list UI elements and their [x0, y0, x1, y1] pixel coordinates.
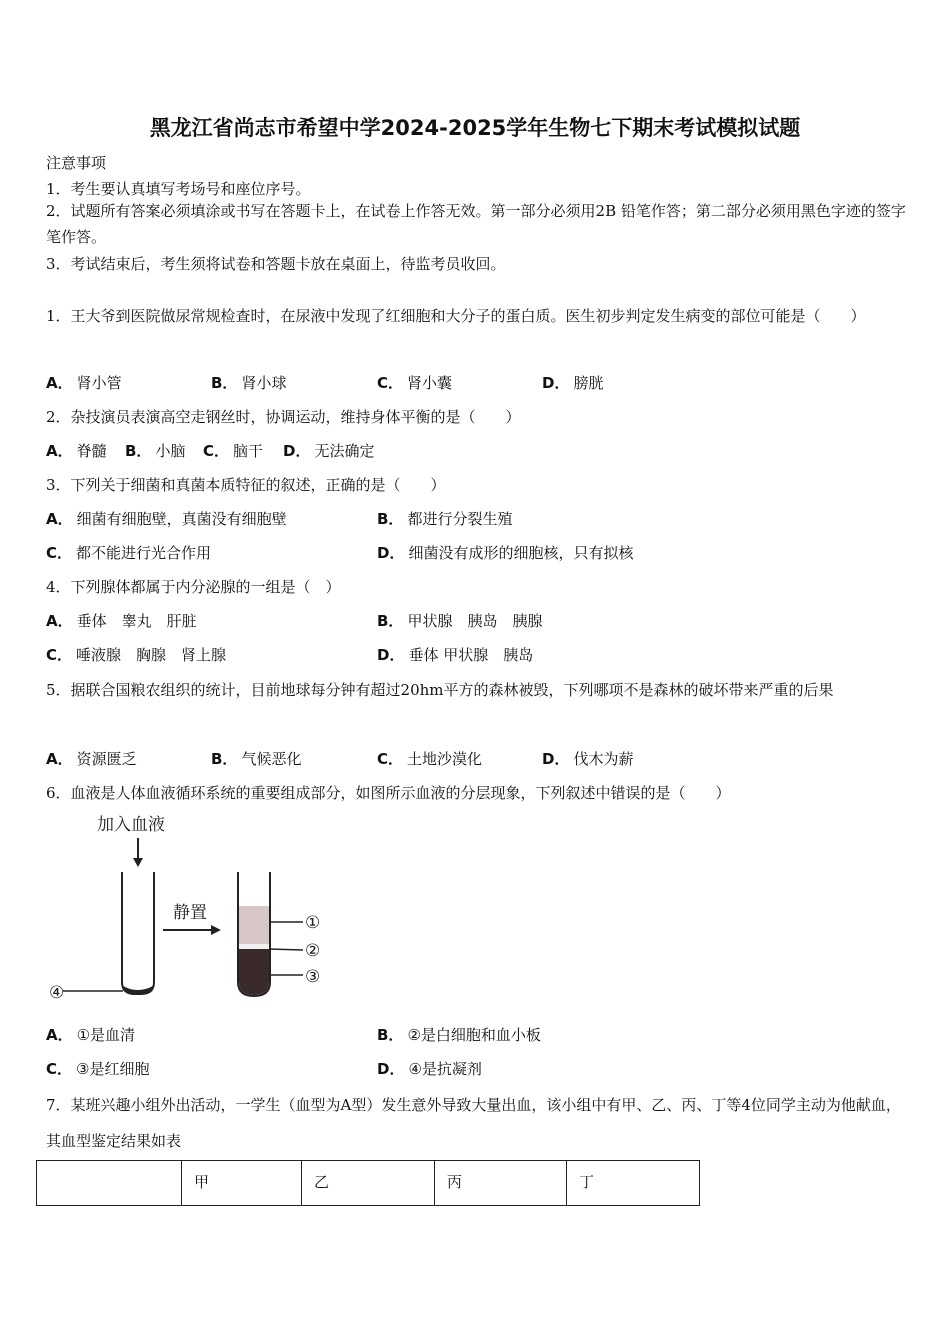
option-text: 脊髓 [76, 442, 107, 460]
test-tube-left [122, 872, 154, 994]
option-key: C． [46, 544, 73, 562]
option-b[interactable] [377, 610, 542, 631]
option-d[interactable] [377, 1058, 482, 1079]
option-key: A． [46, 750, 73, 768]
option-key: C． [46, 646, 73, 664]
option-d[interactable] [542, 372, 603, 393]
option-c[interactable] [46, 644, 226, 665]
option-a[interactable] [46, 748, 137, 769]
option-text: 细菌有细胞壁，真菌没有细胞壁 [76, 510, 287, 528]
option-text: 唾液腺 胸腺 肾上腺 [76, 646, 227, 664]
option-b[interactable] [211, 372, 286, 393]
option-key: B． [211, 374, 238, 392]
question-stem: 5．据联合国粮农组织的统计，目前地球每分钟有超过20hm平方的森林被毁，下列哪项不是森林的破坏带来严重的后果 [46, 681, 834, 699]
notice-item: 3．考试结束后，考生须将试卷和答题卡放在桌面上，待监考员收回。 [46, 255, 506, 273]
option-key: D． [377, 1060, 405, 1078]
question-stem: 1．王大爷到医院做尿常规检查时，在尿液中发现了红细胞和大分子的蛋白质。医生初步判定发生病变的部位可能是（ ） [46, 307, 866, 325]
option-key: D． [377, 544, 405, 562]
question-stem: 2．杂技演员表演高空走钢丝时，协调运动，维持身体平衡的是（ ） [46, 408, 521, 426]
option-text: 无法确定 [314, 442, 375, 460]
marker-2: ② [305, 941, 321, 961]
blood-type-table [36, 1160, 700, 1206]
table-cell: 丙 [435, 1161, 567, 1206]
option-text: 伐木为薪 [573, 750, 634, 768]
plasma-layer [239, 906, 269, 944]
option-b[interactable] [377, 508, 512, 529]
option-key: D． [542, 374, 570, 392]
option-text: 膀胱 [573, 374, 604, 392]
marker-1: ① [305, 913, 321, 933]
pointer-2 [269, 949, 303, 950]
option-key: A． [46, 374, 73, 392]
option-key: B． [125, 442, 152, 460]
option-c[interactable] [46, 542, 211, 563]
option-key: C． [203, 442, 230, 460]
option-key: D． [283, 442, 311, 460]
notice-item: 2．试题所有答案必须填涂或书写在答题卡上，在试卷上作答无效。第一部分必须用2B 铅笔作答；第二部分必须用黑色字迹的签字笔作答。 [46, 202, 906, 246]
option-text: ②是白细胞和血小板 [407, 1026, 541, 1044]
option-key: B． [377, 1026, 404, 1044]
blood-layering-figure [49, 810, 345, 1010]
option-key: A． [46, 442, 73, 460]
arrow-right-head [211, 925, 221, 935]
table-row [37, 1161, 700, 1206]
option-text: 垂体 甲状腺 胰岛 [408, 646, 534, 664]
option-text: 都进行分裂生殖 [407, 510, 513, 528]
option-key: B． [377, 612, 404, 630]
option-key: A． [46, 612, 73, 630]
option-key: A． [46, 510, 73, 528]
table-cell [37, 1161, 182, 1206]
table-cell: 丁 [567, 1161, 700, 1206]
option-a[interactable] [46, 1024, 135, 1045]
option-a[interactable] [46, 508, 287, 529]
option-a[interactable] [46, 440, 107, 461]
option-c[interactable] [377, 372, 452, 393]
option-d[interactable] [377, 644, 533, 665]
question-stem: 7．某班兴趣小组外出活动，一学生（血型为A型）发生意外导致大量出血，该小组中有甲、乙、丙、丁等4位同学主动为他献血，其血型鉴定结果如表 [46, 1096, 901, 1150]
option-text: 资源匮乏 [76, 750, 137, 768]
option-c[interactable] [377, 748, 482, 769]
option-d[interactable] [542, 748, 633, 769]
option-text: 土地沙漠化 [407, 750, 483, 768]
option-text: 小脑 [155, 442, 186, 460]
option-d[interactable] [283, 440, 374, 461]
label-rest: 静置 [173, 903, 207, 923]
option-key: C． [377, 374, 404, 392]
marker-3: ③ [305, 967, 321, 987]
option-key: D． [377, 646, 405, 664]
option-text: 垂体 睾丸 肝脏 [76, 612, 197, 630]
option-text: 气候恶化 [241, 750, 302, 768]
notice-item: 1．考生要认真填写考场号和座位序号。 [46, 180, 311, 198]
option-d[interactable] [377, 542, 633, 563]
option-key: B． [211, 750, 238, 768]
option-b[interactable] [377, 1024, 541, 1045]
option-text: 细菌没有成形的细胞核，只有拟核 [408, 544, 634, 562]
option-text: 脑干 [233, 442, 264, 460]
option-key: B． [377, 510, 404, 528]
red-cell-layer [239, 949, 269, 995]
option-text: ④是抗凝剂 [408, 1060, 482, 1078]
option-key: A． [46, 1026, 73, 1044]
table-cell: 甲 [182, 1161, 302, 1206]
option-text: 都不能进行光合作用 [76, 544, 212, 562]
label-add-blood: 加入血液 [97, 815, 165, 835]
option-c[interactable] [203, 440, 263, 461]
arrow-down-head [133, 858, 143, 867]
option-text: 肾小球 [241, 374, 287, 392]
marker-4: ④ [49, 983, 65, 1003]
question-stem: 6．血液是人体血液循环系统的重要组成部分，如图所示血液的分层现象，下列叙述中错误的是（ ） [46, 784, 731, 802]
option-text: 甲状腺 胰岛 胰腺 [407, 612, 543, 630]
option-text: 肾小管 [76, 374, 122, 392]
option-a[interactable] [46, 372, 122, 393]
page-title: 黑龙江省尚志市希望中学2024-2025学年生物七下期末考试模拟试题 [149, 116, 801, 140]
option-a[interactable] [46, 610, 197, 631]
option-text: ①是血清 [76, 1026, 136, 1044]
option-c[interactable] [46, 1058, 149, 1079]
option-key: D． [542, 750, 570, 768]
option-key: C． [377, 750, 404, 768]
option-text: 肾小囊 [407, 374, 453, 392]
option-b[interactable] [211, 748, 301, 769]
question-stem: 4．下列腺体都属于内分泌腺的一组是（ ） [46, 578, 341, 596]
question-stem: 3．下列关于细菌和真菌本质特征的叙述，正确的是（ ） [46, 476, 446, 494]
buffy-layer [239, 944, 269, 949]
option-key: C． [46, 1060, 73, 1078]
option-text: ③是红细胞 [76, 1060, 150, 1078]
table-cell: 乙 [302, 1161, 435, 1206]
option-b[interactable] [125, 440, 185, 461]
notice-heading: 注意事项 [46, 154, 107, 172]
